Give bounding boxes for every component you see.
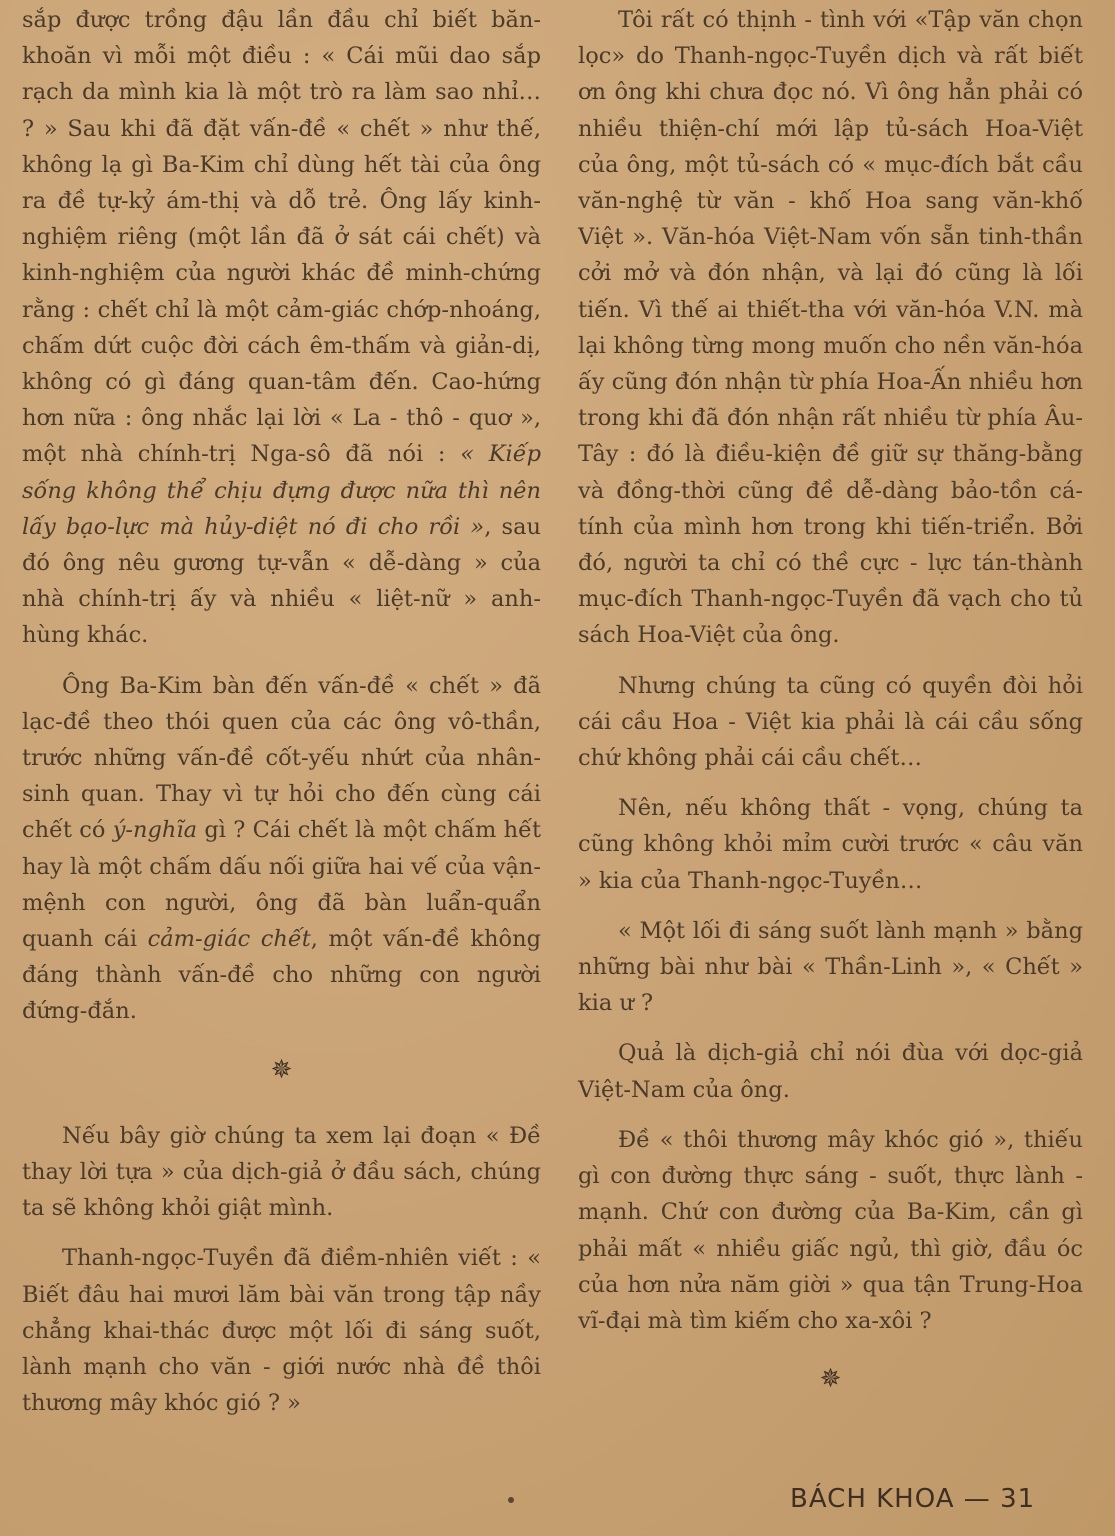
magazine-title: BÁCH KHOA [790, 1484, 955, 1514]
page-footer [790, 1481, 1035, 1517]
footer-dash: — [963, 1484, 991, 1514]
section-divider-star-icon: ✵ [270, 1054, 293, 1085]
left-paragraph-2-text-b: gì ? Cái chết là một chấm hết hay là một chấm dấu nối giữa hai vế của vận-mệnh con người, ông đã bàn luẩn-quẩn quanh cái [22, 817, 541, 953]
right-paragraph-4: « Một lối đi sáng suốt lành mạnh » bằng những bài như bài « Thần-Linh », « Chết » kia ư ? [578, 917, 1083, 1017]
left-paragraph-1-quote: « Kiếp sống không thể chịu đựng được nữa thì nên lấy bạo-lực mà hủy-diệt nó đi cho rồi » [22, 441, 541, 540]
right-paragraph-2: Nhưng chúng ta cũng có quyền đòi hỏi cái cầu Hoa - Việt kia phải là cái cầu sống chứ không phải cái cầu chết… [578, 672, 1083, 772]
left-paragraph-2-text-c: , một vấn-đề không đáng thành vấn-đề cho những con người đứng-đắn. [22, 926, 541, 1025]
right-paragraph-3: Nên, nếu không thất - vọng, chúng ta cũng không khỏi mỉm cười trước « câu văn » kia của Thanh-ngọc-Tuyền… [578, 795, 1083, 894]
left-paragraph-1-text: sắp được trồng đậu lần đầu chỉ biết băn-khoăn vì mỗi một điều : « Cái mũi dao sắp rạch da mình kia là một trò ra làm sao nhỉ… ? » Sau khi đã đặt vấn-đề « chết » như thế, không lạ gì Ba-Kim chỉ dùng hết tài của ông ra đề tự-kỷ ám-thị và dỗ trẻ. Ông lấy kinh-nghiệm riêng (một lần đã ở sát cái chết) và kinh-nghiệm của người khác đề minh-chứng rằng : chết chỉ là một cảm-giác chớp-nhoáng, chấm dứt cuộc đời cách êm-thấm và giản-dị, không có gì đáng quan-tâm đến. Cao-hứng hơn nữa : ông nhắc lại lời « La - thô - quơ », một nhà chính-trị Nga-sô đã nói : [22, 7, 541, 468]
right-paragraph-5: Quả là dịch-giả chỉ nói đùa với dọc-giả Việt-Nam của ông. [578, 1040, 1083, 1103]
left-paragraph-1-end: , sau đó ông nêu gương tự-vẫn « dễ-dàng » của nhà chính-trị ấy và nhiều « liệt-nữ » anh-hùng khác. [22, 513, 541, 649]
left-paragraph-4: Thanh-ngọc-Tuyền đã điềm-nhiên viết : « Biết đâu hai mươi lăm bài văn trong tập nầy chẳng khai-thác được một lối đi sáng suốt, lành mạnh cho văn - giới nước nhà đề thôi thương mây khóc gió ? » [22, 1245, 541, 1417]
right-paragraph-6: Đề « thôi thương mây khóc gió », thiếu gì con đường thực sáng - suốt, thực lành - mạnh. Chứ con đường của Ba-Kim, cần gì phải mất « nhiều giấc ngủ, thì giờ, đầu óc của hơn nửa năm giời » qua tận Trung-Hoa vĩ-đại mà tìm kiếm cho xa-xôi ? [578, 1126, 1083, 1334]
end-divider-star-icon: ✵ [819, 1364, 842, 1395]
left-paragraph-1 [22, 2, 541, 654]
left-paragraph-2-emphasis-2: cảm-giác chết [147, 926, 311, 953]
page-number: 31 [1000, 1484, 1036, 1514]
left-paragraph-2 [22, 668, 541, 1030]
footer-dot [508, 1497, 514, 1503]
right-paragraph-1: Tôi rất có thịnh - tình với «Tập văn chọn lọc» do Thanh-ngọc-Tuyền dịch và rất biết ơn ông khi chưa đọc nó. Vì ông hẳn phải có nhiều thiện-chí mới lập tủ-sách Hoa-Việt của ông, một tủ-sách có « mục-đích bắt cầu văn-nghệ từ văn - khố Hoa sang văn-khố Việt ». Văn-hóa Việt-Nam vốn sẵn tinh-thần cởi mở và đón nhận, và lại đó cũng là lối tiến. Vì thế ai thiết-tha với văn-hóa V.N. mà lại không từng mong muốn cho nền văn-hóa ấy cũng đón nhận từ phía Hoa-Ấn nhiều hơn trong khi đã đón nhận rất nhiều từ phía Âu-Tây : đó là điều-kiện đề giữ sự thăng-bằng và đồng-thời cũng đề dễ-dàng bảo-tồn cá-tính của mình hơn trong khi tiến-triển. Bởi đó, người ta chỉ có thề cực - lực tán-thành mục-đích Thanh-ngọc-Tuyền đã vạch cho tủ sách Hoa-Việt của ông. [578, 7, 1083, 649]
left-paragraph-2-emphasis-1: ý-nghĩa [112, 817, 198, 844]
right-column [578, 2, 1083, 1427]
left-paragraph-3: Nếu bây giờ chúng ta xem lại đoạn « Đề thay lời tựa » của dịch-giả ở đầu sách, chúng ta sẽ không khỏi giật mình. [22, 1122, 541, 1222]
left-paragraph-2-text-a: Ông Ba-Kim bàn đến vấn-đề « chết » đã lạc-đề theo thói quen của các ông vô-thần, trước những vấn-đề cốt-yếu nhứt của nhân-sinh quan. Thay vì tự hỏi cho đến cùng cái chết có [22, 672, 541, 844]
left-column [22, 2, 541, 1421]
